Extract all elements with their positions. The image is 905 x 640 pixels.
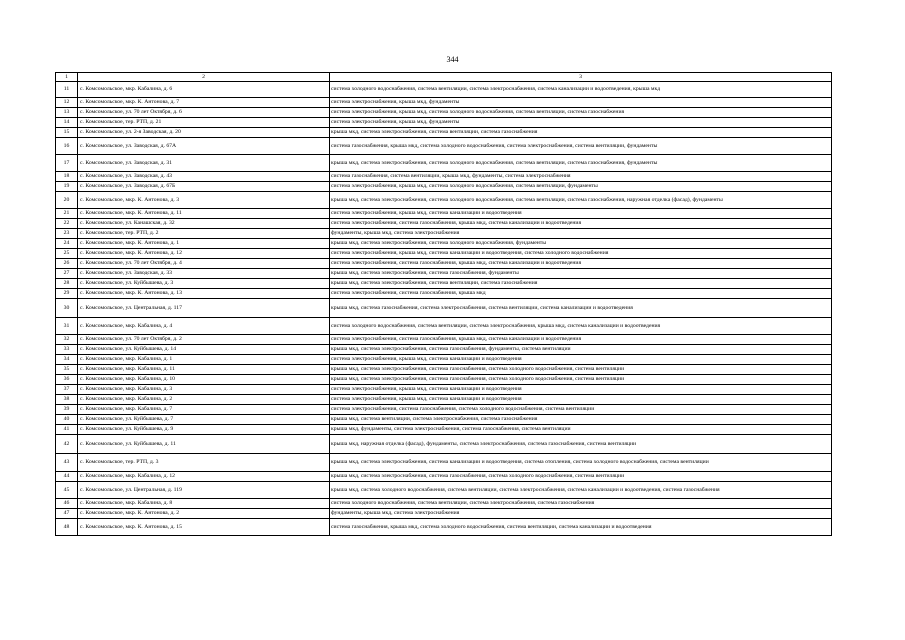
table-row	[56, 355, 832, 365]
row-works: система холодного водоснабжения, система вентиляции, система электроснабжения, система канализации и водоотведения, крыша мкд	[330, 82, 832, 98]
row-number: 29	[56, 289, 78, 299]
table-row	[56, 219, 832, 229]
header-col-number: 1	[56, 73, 78, 82]
row-works: система электроснабжения, система газоснабжения, крыша мкд	[330, 289, 832, 299]
row-address: с. Комсомольское, мкр. Кабалина, д. 11	[78, 365, 330, 375]
row-works: система электроснабжения, крыша мкд, фундаменты	[330, 118, 832, 128]
row-number: 35	[56, 365, 78, 375]
row-works: система холодного водоснабжения, система вентиляции, система электроснабжения, система газоснабжения	[330, 499, 832, 509]
row-works: система электроснабжения, система газоснабжения, крыша мкд, система канализации и водоотведения	[330, 219, 832, 229]
row-number: 20	[56, 192, 78, 209]
table-row	[56, 108, 832, 118]
table-row	[56, 345, 832, 355]
row-number: 47	[56, 509, 78, 519]
row-number: 43	[56, 454, 78, 472]
row-address: с. Комсомольское, мкр. Кабалина, д. 6	[78, 82, 330, 98]
row-number: 31	[56, 318, 78, 335]
table-row	[56, 482, 832, 499]
row-works: крыша мкд, система вентиляции, система электроснабжения, система газоснабжения	[330, 415, 832, 425]
row-works: система электроснабжения, система газоснабжения, крыша мкд, система канализации и водоотведения	[330, 335, 832, 345]
row-number: 40	[56, 415, 78, 425]
table-row	[56, 385, 832, 395]
row-works: крыша мкд, система электроснабжения, система газоснабжения, фундаменты, система вентиляции	[330, 345, 832, 355]
table-row	[56, 405, 832, 415]
row-works: фундаменты, крыша мкд, система электроснабжения	[330, 509, 832, 519]
row-address: с. Комсомольское, ул. Канашская, д. 32	[78, 219, 330, 229]
row-works: система электроснабжения, система газоснабжения, крыша мкд, система канализации и водоотведения	[330, 259, 832, 269]
row-address: с. Комсомольское, ул. Центральная, д. 117	[78, 299, 330, 318]
row-works: система газоснабжения, система вентиляции, крыша мкд, фундаменты, система электроснабжения	[330, 172, 832, 182]
row-address: с. Комсомольское, мкр. Кабалина, д. 2	[78, 395, 330, 405]
row-number: 27	[56, 269, 78, 279]
table-row	[56, 318, 832, 335]
row-number: 16	[56, 138, 78, 155]
row-address: с. Комсомольское, ул. Заводская, д. 33	[78, 269, 330, 279]
row-works: крыша мкд, система электроснабжения, система холодного водоснабжения, система вентиляции, система газоснабжения, фундаменты	[330, 155, 832, 172]
row-works: система электроснабжения, крыша мкд, система канализации и водоотведения	[330, 395, 832, 405]
row-works: система электроснабжения, крыша мкд, система канализации и водоотведения, система холодного водоснабжения	[330, 249, 832, 259]
row-address: с. Комсомольское, ул. 70 лет Октября, д. 2	[78, 335, 330, 345]
table-header-row	[56, 73, 832, 82]
row-number: 36	[56, 375, 78, 385]
row-address: с. Комсомольское, мкр. Кабалина, д. 7	[78, 405, 330, 415]
row-address: с. Комсомольское, мкр. К. Антонова, д. 15	[78, 519, 330, 536]
row-number: 13	[56, 108, 78, 118]
table-row	[56, 249, 832, 259]
row-address: с. Комсомольское, ул. 70 лет Октября, д. 6	[78, 108, 330, 118]
table-row	[56, 454, 832, 472]
row-works: крыша мкд, система холодного водоснабжения, система вентиляции, система электроснабжения, система канализации и водоотведения, система газоснабжения	[330, 482, 832, 499]
row-address: с. Комсомольское, мкр. К. Антонова, д. 7	[78, 98, 330, 108]
row-works: крыша мкд, система электроснабжения, система газоснабжения, система холодного водоснабжения, система вентиляции	[330, 472, 832, 482]
row-address: с. Комсомольское, тер. РТП, д. 2	[78, 229, 330, 239]
row-works: крыша мкд, система газоснабжения, система электроснабжения, система вентиляции, система канализации и водоотведения	[330, 299, 832, 318]
row-number: 48	[56, 519, 78, 536]
row-address: с. Комсомольское, ул. Куйбышева, д. 7	[78, 415, 330, 425]
row-works: система электроснабжения, крыша мкд, система канализации и водоотведения	[330, 209, 832, 219]
table-row	[56, 299, 832, 318]
table-row	[56, 269, 832, 279]
row-address: с. Комсомольское, мкр. Кабалина, д. 10	[78, 375, 330, 385]
row-works: крыша мкд, система электроснабжения, система газоснабжения, система холодного водоснабжения, система вентиляции	[330, 365, 832, 375]
row-works: фундаменты, крыша мкд, система электроснабжения	[330, 229, 832, 239]
table-row	[56, 472, 832, 482]
table-row	[56, 499, 832, 509]
row-address: с. Комсомольское, мкр. Кабалина, д. 1	[78, 355, 330, 365]
table-row	[56, 335, 832, 345]
row-address: с. Комсомольское, мкр. К. Антонова, д. 11	[78, 209, 330, 219]
header-col-address: 2	[78, 73, 330, 82]
row-address: с. Комсомольское, ул. Куйбышева, д. 11	[78, 435, 330, 454]
row-works: крыша мкд, фундаменты, система электроснабжения, система газоснабжения, система вентиляции	[330, 425, 832, 435]
table-row	[56, 509, 832, 519]
row-works: крыша мкд, система электроснабжения, система вентиляции, система газоснабжения	[330, 128, 832, 138]
row-works: крыша мкд, система электроснабжения, система газоснабжения, фундаменты	[330, 269, 832, 279]
row-number: 15	[56, 128, 78, 138]
row-number: 11	[56, 82, 78, 98]
row-address: с. Комсомольское, мкр. К. Антонова, д. 13	[78, 289, 330, 299]
row-address: с. Комсомольское, мкр. К. Антонова, д. 1	[78, 239, 330, 249]
row-number: 39	[56, 405, 78, 415]
row-address: с. Комсомольское, тер. РТП, д. 3	[78, 454, 330, 472]
table-row	[56, 415, 832, 425]
table-row	[56, 425, 832, 435]
table-row	[56, 435, 832, 454]
row-number: 33	[56, 345, 78, 355]
row-address: с. Комсомольское, ул. Заводская, д. 43	[78, 172, 330, 182]
row-works: система холодного водоснабжения, система вентиляции, система электроснабжения, крыша мкд, система канализации и водоотведения	[330, 318, 832, 335]
works-table	[55, 72, 832, 536]
row-number: 12	[56, 98, 78, 108]
table-row	[56, 279, 832, 289]
row-number: 28	[56, 279, 78, 289]
row-works: крыша мкд, наружная отделка (фасад), фундаменты, система электроснабжения, система газоснабжения, система вентиляции	[330, 435, 832, 454]
table-row	[56, 98, 832, 108]
row-number: 46	[56, 499, 78, 509]
row-number: 32	[56, 335, 78, 345]
table-row	[56, 229, 832, 239]
row-number: 44	[56, 472, 78, 482]
row-works: система газоснабжения, крыша мкд, система холодного водоснабжения, система электроснабжения, система вентиляции, фундаменты	[330, 138, 832, 155]
row-works: система электроснабжения, крыша мкд, система канализации и водоотведения	[330, 385, 832, 395]
row-number: 22	[56, 219, 78, 229]
row-works: система электроснабжения, система газоснабжения, система холодного водоснабжения, система вентиляции	[330, 405, 832, 415]
row-number: 45	[56, 482, 78, 499]
table-row	[56, 128, 832, 138]
row-address: с. Комсомольское, ул. 70 лет Октября, д. 4	[78, 259, 330, 269]
row-works: крыша мкд, система электроснабжения, система холодного водоснабжения, система вентиляции, система газоснабжения, наружная отделка (фасад), фундаменты	[330, 192, 832, 209]
table-row	[56, 209, 832, 219]
row-works: система электроснабжения, крыша мкд, фундаменты	[330, 98, 832, 108]
row-number: 34	[56, 355, 78, 365]
row-number: 19	[56, 182, 78, 192]
row-number: 37	[56, 385, 78, 395]
table-row	[56, 259, 832, 269]
row-address: с. Комсомольское, ул. Куйбышева, д. 9	[78, 425, 330, 435]
row-address: с. Комсомольское, мкр. Кабалина, д. 12	[78, 472, 330, 482]
row-number: 23	[56, 229, 78, 239]
row-number: 26	[56, 259, 78, 269]
table-row	[56, 138, 832, 155]
row-works: система электроснабжения, крыша мкд, система канализации и водоотведения	[330, 355, 832, 365]
row-number: 17	[56, 155, 78, 172]
row-address: с. Комсомольское, мкр. Кабалина, д. 3	[78, 385, 330, 395]
row-address: с. Комсомольское, ул. Центральная, д. 119	[78, 482, 330, 499]
row-address: с. Комсомольское, мкр. К. Антонова, д. 12	[78, 249, 330, 259]
row-number: 18	[56, 172, 78, 182]
row-address: с. Комсомольское, ул. 2-я Заводская, д. 20	[78, 128, 330, 138]
row-address: с. Комсомольское, ул. Заводская, д. 67Б	[78, 182, 330, 192]
row-address: с. Комсомольское, ул. Куйбышева, д. 3	[78, 279, 330, 289]
row-works: крыша мкд, система электроснабжения, система вентиляции, система газоснабжения	[330, 279, 832, 289]
row-number: 42	[56, 435, 78, 454]
row-address: с. Комсомольское, ул. Заводская, д. 31	[78, 155, 330, 172]
row-number: 25	[56, 249, 78, 259]
row-works: крыша мкд, система электроснабжения, система холодного водоснабжения, фундаменты	[330, 239, 832, 249]
table-row	[56, 182, 832, 192]
row-number: 21	[56, 209, 78, 219]
page-number: 344	[446, 55, 459, 64]
table-row	[56, 172, 832, 182]
row-address: с. Комсомольское, ул. Заводская, д. 67А	[78, 138, 330, 155]
row-works: система электроснабжения, крыша мкд, система холодного водоснабжения, система вентиляции, система газоснабжения	[330, 108, 832, 118]
row-works: крыша мкд, система электроснабжения, система канализации и водоотведения, система отопления, система холодного водоснабжения, система вентиляции	[330, 454, 832, 472]
table-row	[56, 82, 832, 98]
row-number: 41	[56, 425, 78, 435]
table-row	[56, 289, 832, 299]
row-address: с. Комсомольское, тер. РТП, д. 21	[78, 118, 330, 128]
row-works: система газоснабжения, крыша мкд, система холодного водоснабжения, система вентиляции, система канализации и водоотведения	[330, 519, 832, 536]
table-row	[56, 519, 832, 536]
row-address: с. Комсомольское, ул. Куйбышева, д. 14	[78, 345, 330, 355]
table-row	[56, 118, 832, 128]
table-row	[56, 375, 832, 385]
row-number: 24	[56, 239, 78, 249]
row-works: система электроснабжения, крыша мкд, система холодного водоснабжения, система вентиляции, фундаменты	[330, 182, 832, 192]
row-number: 38	[56, 395, 78, 405]
row-address: с. Комсомольское, мкр. К. Антонова, д. 2	[78, 509, 330, 519]
row-works: крыша мкд, система электроснабжения, система газоснабжения, система холодного водоснабжения, система вентиляции	[330, 375, 832, 385]
row-number: 14	[56, 118, 78, 128]
header-col-works: 3	[330, 73, 832, 82]
row-address: с. Комсомольское, мкр. К. Антонова, д. 3	[78, 192, 330, 209]
table-row	[56, 192, 832, 209]
row-number: 30	[56, 299, 78, 318]
row-address: с. Комсомольское, мкр. Кабалина, д. 8	[78, 499, 330, 509]
table-row	[56, 239, 832, 249]
row-address: с. Комсомольское, мкр. Кабалина, д. 4	[78, 318, 330, 335]
table-row	[56, 155, 832, 172]
table-row	[56, 395, 832, 405]
table-row	[56, 365, 832, 375]
